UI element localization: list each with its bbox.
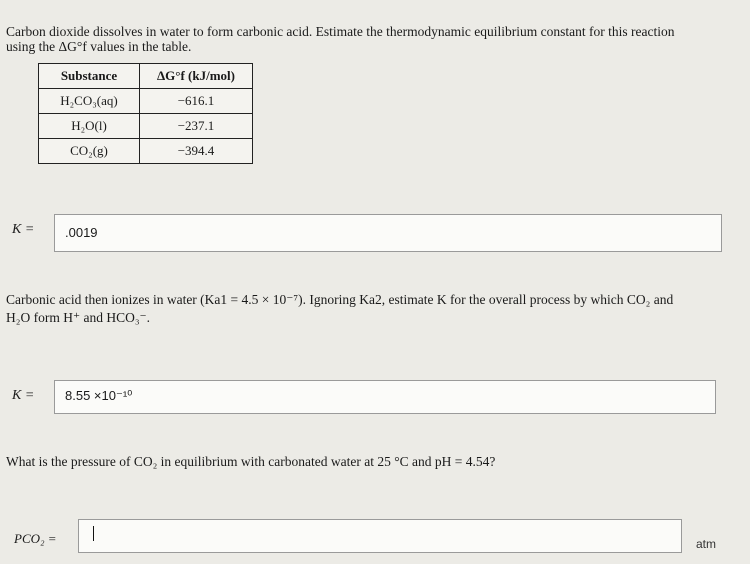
text-cursor (93, 526, 94, 541)
table-cell-substance: H₂CO₃(aq) (39, 89, 140, 114)
table-header-substance: Substance (39, 64, 140, 89)
answer1-label: K = (12, 222, 35, 237)
question1-line1: Carbon dioxide dissolves in water to form carbonic acid. Estimate the thermodynamic equilibrium constant for this reaction (6, 24, 675, 39)
question2-line2: H₂O form H⁺ and HCO₃⁻. (6, 310, 151, 325)
question1-line2 (6, 39, 191, 55)
answer3-field[interactable] (78, 519, 682, 553)
question1-line2-pre: using the (6, 39, 59, 54)
answer1-field[interactable] (54, 214, 722, 252)
answer2-field[interactable] (54, 380, 716, 414)
table-row (39, 139, 253, 164)
question1-line2-post: values in the table. (86, 39, 192, 54)
table-header-dg: ΔG°f (kJ/mol) (140, 64, 253, 89)
table-cell-substance: CO₂(g) (39, 139, 140, 164)
table-cell-value: −394.4 (140, 139, 253, 164)
delta-g-symbol: ΔG°f (58, 39, 87, 54)
table-cell-value: −237.1 (140, 114, 253, 139)
table-row (39, 114, 253, 139)
answer2-value: 8.55 ×10⁻¹⁰ (65, 388, 133, 403)
table-header-row (39, 64, 253, 89)
question2-line1: Carbonic acid then ionizes in water (Ka1 = 4.5 × 10⁻⁷). Ignoring Ka2, estimate K for the overall process by which CO₂ and (6, 292, 674, 307)
table-cell-substance: H₂O(l) (39, 114, 140, 139)
thermo-table (38, 63, 253, 164)
table-row (39, 89, 253, 114)
answer2-label: K = (12, 388, 35, 403)
answer3-label: PCO₂ = (14, 531, 57, 546)
answer3-unit: atm (696, 537, 717, 551)
table-cell-value: −616.1 (140, 89, 253, 114)
answer1-value: .0019 (65, 225, 98, 240)
question3-text: What is the pressure of CO₂ in equilibrium with carbonated water at 25 °C and pH = 4.54? (6, 454, 496, 469)
